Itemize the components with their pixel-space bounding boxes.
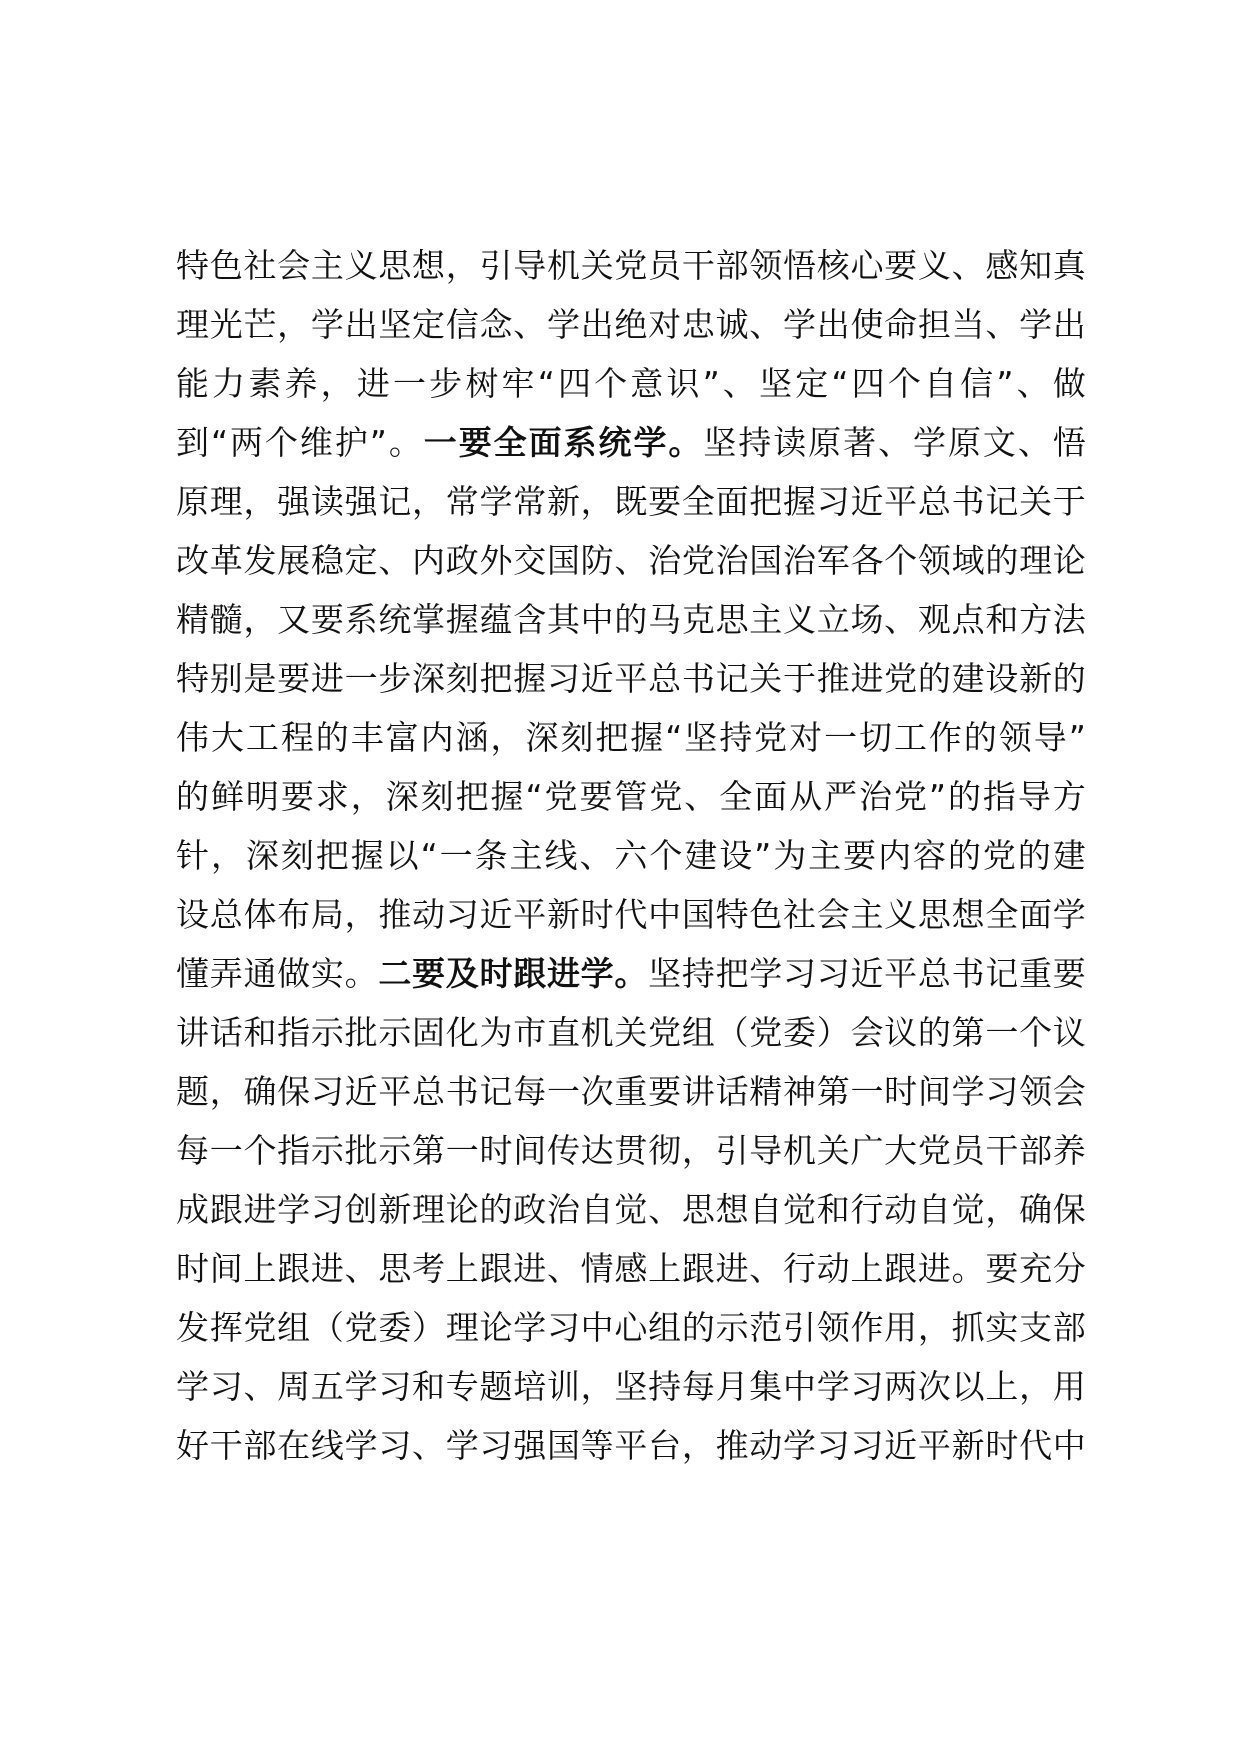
body-text-segment: 特色社会主义思想，引导机关党员干部领悟核心要义、感知真	[176, 246, 1086, 285]
body-text-segment: 发挥党组（党委）理论学习中心组的示范引领作用，抓实支部	[176, 1308, 1086, 1347]
text-line	[176, 708, 1086, 767]
text-line	[176, 590, 1086, 649]
text-line	[176, 1003, 1086, 1062]
body-text-segment: 坚持把学习习近平总书记重要	[648, 954, 1086, 993]
text-line	[176, 1298, 1086, 1357]
body-text-segment: 坚持读原著、学原文、悟	[703, 423, 1087, 462]
text-line	[176, 1416, 1086, 1475]
text-line	[176, 472, 1086, 531]
body-text-segment: 针，深刻把握以“一条主线、六个建设”为主要内容的党的建	[176, 836, 1086, 875]
body-text-segment: 每一个指示批示第一时间传达贯彻，引导机关广大党员干部养	[176, 1131, 1086, 1170]
body-text-segment: 到“两个维护”。	[176, 423, 424, 462]
body-text-segment: 伟大工程的丰富内涵，深刻把握“坚持党对一切工作的领导”	[176, 718, 1086, 757]
bold-heading-text: 一要全面系统学。	[423, 423, 704, 462]
text-line	[176, 767, 1086, 826]
text-line	[176, 236, 1086, 295]
body-text-segment: 精髓，又要系统掌握蕴含其中的马克思主义立场、观点和方法	[176, 600, 1086, 639]
text-line	[176, 885, 1086, 944]
body-text-segment: 改革发展稳定、内政外交国防、治党治国治军各个领域的理论	[176, 541, 1086, 580]
text-line	[176, 295, 1086, 354]
body-text-segment: 成跟进学习创新理论的政治自觉、思想自觉和行动自觉，确保	[176, 1190, 1086, 1229]
body-text-segment: 学习、周五学习和专题培训，坚持每月集中学习两次以上，用	[176, 1367, 1086, 1406]
text-line	[176, 531, 1086, 590]
body-text-segment: 时间上跟进、思考上跟进、情感上跟进、行动上跟进。要充分	[176, 1249, 1086, 1288]
body-text-segment: 设总体布局，推动习近平新时代中国特色社会主义思想全面学	[176, 895, 1086, 934]
text-line	[176, 1239, 1086, 1298]
text-line	[176, 944, 1086, 1003]
body-text-segment: 懂弄通做实。	[176, 954, 379, 993]
body-text-segment: 题，确保习近平总书记每一次重要讲话精神第一时间学习领会	[176, 1072, 1086, 1111]
text-line	[176, 413, 1086, 472]
text-line	[176, 1062, 1086, 1121]
body-text-segment: 的鲜明要求，深刻把握“党要管党、全面从严治党”的指导方	[176, 777, 1086, 816]
text-line	[176, 826, 1086, 885]
body-text	[176, 236, 1086, 1475]
text-line	[176, 1121, 1086, 1180]
body-text-segment: 理光芒，学出坚定信念、学出绝对忠诚、学出使命担当、学出	[176, 305, 1086, 344]
text-line	[176, 354, 1086, 413]
body-text-segment: 好干部在线学习、学习强国等平台，推动学习习近平新时代中	[176, 1426, 1086, 1465]
text-line	[176, 1357, 1086, 1416]
text-line	[176, 649, 1086, 708]
body-text-segment: 特别是要进一步深刻把握习近平总书记关于推进党的建设新的	[176, 659, 1086, 698]
text-line	[176, 1180, 1086, 1239]
body-text-segment: 讲话和指示批示固化为市直机关党组（党委）会议的第一个议	[176, 1013, 1086, 1052]
body-text-segment: 原理，强读强记，常学常新，既要全面把握习近平总书记关于	[176, 482, 1086, 521]
bold-heading-text: 二要及时跟进学。	[378, 954, 649, 993]
body-text-segment: 能力素养，进一步树牢“四个意识”、坚定“四个自信”、做	[176, 364, 1086, 403]
